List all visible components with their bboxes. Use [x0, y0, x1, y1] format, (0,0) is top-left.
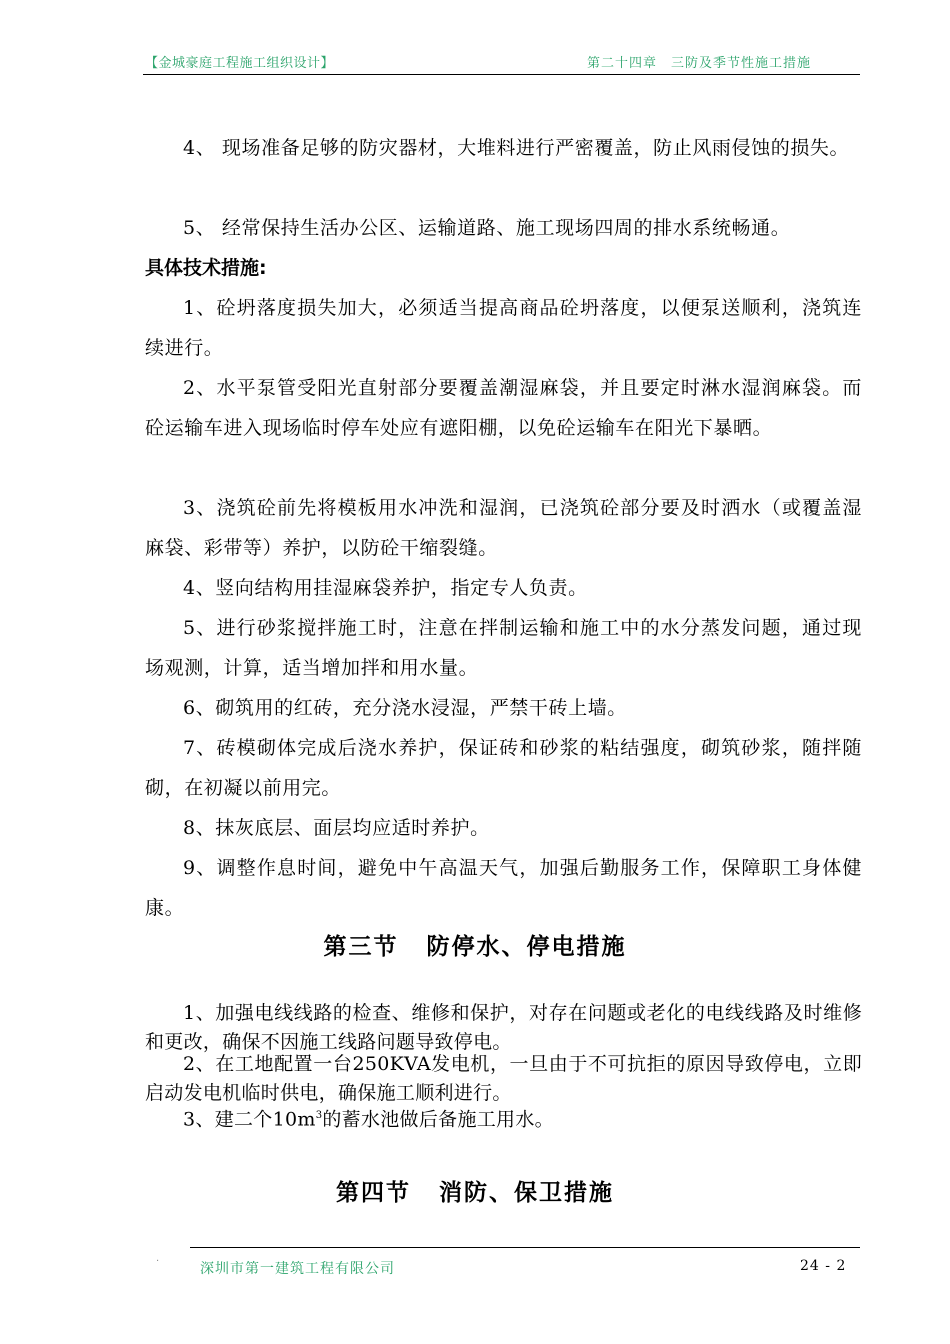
list-item: 4、 现场准备足够的防灾器材，大堆料进行严密覆盖，防止风雨侵蚀的损失。	[183, 137, 850, 159]
item3-suffix: 的蓄水池做后备施工用水。	[322, 1108, 554, 1131]
section-4-heading	[0, 1174, 950, 1207]
footer-company: 深圳市第一建筑工程有限公司	[200, 1261, 395, 1277]
header-document-title: 【金城豪庭工程施工组织设计】	[145, 56, 335, 71]
section-3-heading	[0, 928, 950, 961]
list-item: 9、调整作息时间，避免中午高温天气，加强后勤服务工作，保障职工身体健康。	[145, 857, 862, 919]
list-item: 5、 经常保持生活办公区、运输道路、施工现场四周的排水系统畅通。	[183, 217, 791, 239]
header-rule	[143, 74, 860, 75]
tech-measures-heading: 具体技术措施:	[145, 257, 267, 279]
list-item: 7、砖模砌体完成后浇水养护，保证砖和砂浆的粘结强度，砌筑砂浆，随拌随砌，在初凝以前用完。	[145, 737, 862, 799]
list-item: 1、砼坍落度损失加大，必须适当提高商品砼坍落度，以便泵送顺利，浇筑连续进行。	[145, 297, 862, 359]
list-item: 3、浇筑砼前先将模板用水冲洗和湿润，已浇筑砼部分要及时洒水（或覆盖湿麻袋、彩带等）养护，以防砼干缩裂缝。	[145, 497, 862, 559]
list-item	[145, 1101, 862, 1134]
list-item: 5、进行砂浆搅拌施工时，注意在拌制运输和施工中的水分蒸发问题，通过现场观测，计算，适当增加拌和用水量。	[145, 617, 862, 679]
footer-dot: ·	[156, 1256, 160, 1267]
list-item: 1、加强电线线路的检查、维修和保护，对存在问题或老化的电线线路及时维修和更改，确保不因施工线路问题导致停电。	[145, 1002, 862, 1053]
section-4-number: 第四节	[336, 1179, 411, 1206]
footer-rule	[190, 1247, 860, 1248]
item3-superscript: 3	[315, 1110, 323, 1121]
section-3-title: 防停水、停电措施	[426, 933, 627, 960]
list-item: 2、在工地配置一台250KVA发电机，一旦由于不可抗拒的原因导致停电，立即启动发电机临时供电，确保施工顺利进行。	[145, 1053, 862, 1104]
list-item: 2、水平泵管受阳光直射部分要覆盖潮湿麻袋，并且要定时淋水湿润麻袋。而砼运输车进入现场临时停车处应有遮阳棚，以免砼运输车在阳光下暴晒。	[145, 377, 862, 439]
footer-page-number: 24 - 2	[800, 1258, 847, 1274]
list-item: 4、竖向结构用挂湿麻袋养护，指定专人负责。	[183, 577, 588, 599]
section-3-number: 第三节	[323, 933, 399, 960]
list-item: 8、抹灰底层、面层均应适时养护。	[183, 817, 490, 839]
header-chapter-title: 第二十四章 三防及季节性施工措施	[587, 56, 812, 71]
list-item: 6、砌筑用的红砖，充分浇水浸湿，严禁干砖上墙。	[183, 697, 627, 719]
section-4-title: 消防、保卫措施	[439, 1179, 614, 1206]
item3-prefix: 3、建二个10m	[183, 1108, 316, 1131]
